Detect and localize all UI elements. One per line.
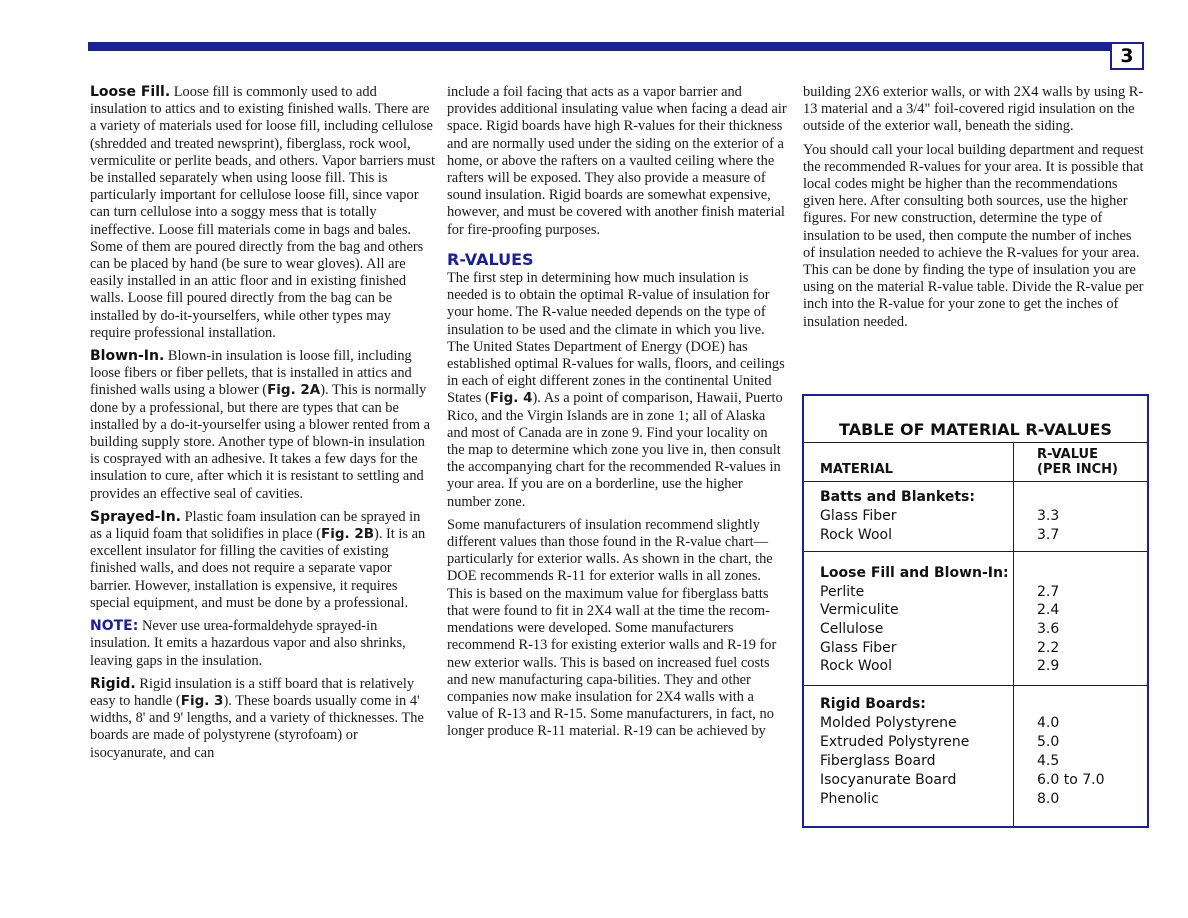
table-cell-value: 2.7 — [1037, 584, 1060, 600]
table-header-rvalue: R-VALUE — [1037, 447, 1098, 462]
table-cell-value: 3.3 — [1037, 508, 1060, 524]
table-cell-material: Molded Polystyrene — [820, 715, 957, 731]
table-cell-value: 2.9 — [1037, 658, 1060, 674]
column-3 — [803, 84, 1145, 337]
table-cell-material: Perlite — [820, 584, 865, 600]
table-cell-value: 4.0 — [1037, 715, 1060, 731]
table-cell-value: 8.0 — [1037, 791, 1060, 807]
text-r-values-a: The first step in determining how much insulation is needed is to obtain the optimal R-value of insulation for your home. The R-value needed depends on the type of insulation to be used and the climate in which you live. The United States Department of Energy (DOE) has established optimal R-values for walls, floors, and ceilings in each of eight different zones in the continental United States ( — [447, 270, 785, 407]
table-cell-material: Isocyanurate Board — [820, 772, 957, 788]
table-header-per-inch: (PER INCH) — [1037, 462, 1118, 477]
paragraph-loose-fill — [90, 84, 435, 342]
note-label: NOTE: — [90, 618, 139, 635]
table-cell-value: 3.7 — [1037, 527, 1060, 543]
paragraph-sprayed-in — [90, 509, 435, 612]
table-cell-material: Rock Wool — [820, 658, 892, 674]
text-r-values-b: ). As a point of comparison, Hawaii, Puerto Rico, and the Virgin Islands are in zone 1; all of Alaska and most of Canada are in zone 9. Find your locality on the map to determine which zone you live in, then consult the accompanying chart for the recommended R-values in your area. If you are on a borderline, use the higher number zone. — [447, 390, 783, 510]
table-cell-material: Glass Fiber — [820, 508, 897, 524]
text-rigid-b: ). These boards usually come in 4' widths, 8' and 9' lengths, and a variety of thicknesses. The boards are made of polystyrene (styrofoam) or isocyanurate, and can — [90, 692, 424, 761]
table-group-loose-fill: Loose Fill and Blown-In: — [820, 565, 1009, 581]
table-title: TABLE OF MATERIAL R-VALUES — [839, 420, 1112, 439]
table-cell-value: 4.5 — [1037, 753, 1060, 769]
fig-ref-4: Fig. 4 — [489, 390, 533, 407]
paragraph-rigid — [90, 676, 435, 762]
paragraph-r-values-2: Some manufacturers of insulation recommend slightly different values than those found in the R-value chart—particularly for exterior walls. As shown in the chart, the DOE recommends R-11 for exterior walls in all zones. This is based on the maximum value for fiberglass batts that were found to fit in 2X4 wall at the time the recom-mendations were developed. Some manufacturers recommend R-13 for existing exterior walls and R-19 for new exterior walls. This is based on increased fuel costs and new manufacturing capa-bilities. They and other companies now make insulation for 2X4 walls with a value of R-13 and R-15. Some manufacturers, in fact, no longer produce R-11 material. R-19 can be achieved by — [447, 516, 777, 740]
table-cell-material: Glass Fiber — [820, 640, 897, 656]
paragraph-blown-in — [90, 348, 435, 503]
table-header-material: MATERIAL — [820, 462, 893, 477]
paragraph-rigid-cont: include a foil facing that acts as a vapor barrier and provides additional insulating value when facing a dead air space. Rigid boards have high R-values for their thickness and are normally used under the siding on the exterior of a home, or above the rafters on a vaulted ceiling where the rafters will be exposed. They also provide a measure of sound insulation. Rigid boards are somewhat expensive, however, and must be covered with another finish material for fire-proofing purposes. — [447, 84, 787, 238]
heading-loose-fill: Loose Fill. — [90, 84, 171, 100]
paragraph-note — [90, 618, 435, 670]
r-values-table — [802, 394, 1149, 828]
note-text: Never use urea-formaldehyde sprayed-in insulation. It emits a hazardous vapor and also shrinks, leaving gaps in the insulation. — [90, 618, 406, 669]
paragraph-r-values-1 — [447, 270, 787, 511]
header-rule — [88, 42, 1111, 51]
table-cell-material: Cellulose — [820, 621, 884, 637]
text-loose-fill: Loose fill is commonly used to add insulation to attics and to existing finished walls. There are a variety of materials used for loose fill, including cellulose (shredded and treated newsprint), fiberglass, rock wool, vermiculite or perlite beads, and others. Vapor barriers must be installed separately when using loose fill. This is particularly important for cellulose loose fill, since vapor can turn cellulose into a soggy mess that is totally ineffective. Loose fill materials come in bags and bales. Some of them are poured directly from the bag and others can be placed by hand (be sure to wear gloves). All are easily installed in an attic floor and in existing finished walls. Loose fill poured directly from the bag can be installed by do-it-yourselfers, while other types may require professional installation. — [90, 84, 436, 341]
text-sprayed-in-a: Plastic foam insulation can be sprayed in as a liquid foam that solidifies in place ( — [90, 508, 421, 543]
table-cell-value: 2.4 — [1037, 602, 1060, 618]
paragraph-walls-cont: building 2X6 exterior walls, or with 2X4 walls by using R-13 material and a 3/4" foil-covered rigid insulation on the outside of the exterior wall, beneath the siding. — [803, 84, 1144, 135]
table-cell-material: Vermiculite — [820, 602, 899, 618]
text-blown-in-a: Blown-in insulation is loose fill, including loose fibers or fiber pellets, that is installed in attics and finished walls using a blower ( — [90, 348, 412, 399]
text-sprayed-in-b: ). It is an excellent insulator for filling the cavities of existing finished walls, and does not require a separate vapor barrier. However, installation is expensive, it requires special equipment, and must be done by a professional. — [90, 526, 426, 611]
table-rule — [804, 481, 1147, 482]
fig-ref-2b: Fig. 2B — [321, 526, 375, 543]
table-column-divider — [1013, 442, 1014, 826]
heading-rigid: Rigid. — [90, 675, 136, 692]
column-1 — [90, 84, 435, 768]
table-cell-value: 2.2 — [1037, 640, 1060, 656]
table-cell-material: Rock Wool — [820, 527, 892, 543]
text-blown-in-b: ). This is normally done by a professional, but there are types that can be installed by a do-it-yourselfer using a blower rented from a building supply store. Another type of blown-in insulation is cosprayed with an adhesive. It takes a few days for the insulation to cure, after which it is resistant to settling and provides an effective seal of cavities. — [90, 382, 431, 502]
fig-ref-2a: Fig. 2A — [267, 382, 321, 399]
table-rule — [804, 685, 1147, 686]
table-cell-value: 5.0 — [1037, 734, 1060, 750]
text-rigid-a: Rigid insulation is a stiff board that is relatively easy to handle ( — [90, 675, 415, 709]
table-cell-material: Phenolic — [820, 791, 879, 807]
fig-ref-3: Fig. 3 — [180, 692, 224, 709]
section-title-r-values: R-VALUES — [447, 249, 534, 269]
table-cell-material: Fiberglass Board — [820, 753, 936, 769]
table-rule — [804, 442, 1147, 443]
table-group-batts: Batts and Blankets: — [820, 489, 975, 505]
table-group-rigid: Rigid Boards: — [820, 696, 926, 712]
table-cell-value: 6.0 to 7.0 — [1037, 772, 1105, 788]
paragraph-local-codes: You should call your local building department and request the recommended R-values for your area. It is possible that local codes might be higher than the recommendations given here. After consulting both sources, use the higher figures. For new construction, determine the type of insulation to be used, then compute the number of inches of insulation needed to achieve the R-values for your area. This can be done by finding the type of insulation you are using on the material R-value table. Divide the R-value per inch into the R-value for your zone to get the inches of insulation needed. — [803, 141, 1144, 330]
table-rule — [804, 551, 1147, 552]
table-cell-material: Extruded Polystyrene — [820, 734, 970, 750]
table-cell-value: 3.6 — [1037, 621, 1060, 637]
heading-blown-in: Blown-In. — [90, 348, 165, 365]
column-2 — [447, 84, 787, 747]
page-number: 3 — [1110, 42, 1144, 70]
heading-sprayed-in: Sprayed-In. — [90, 508, 181, 525]
